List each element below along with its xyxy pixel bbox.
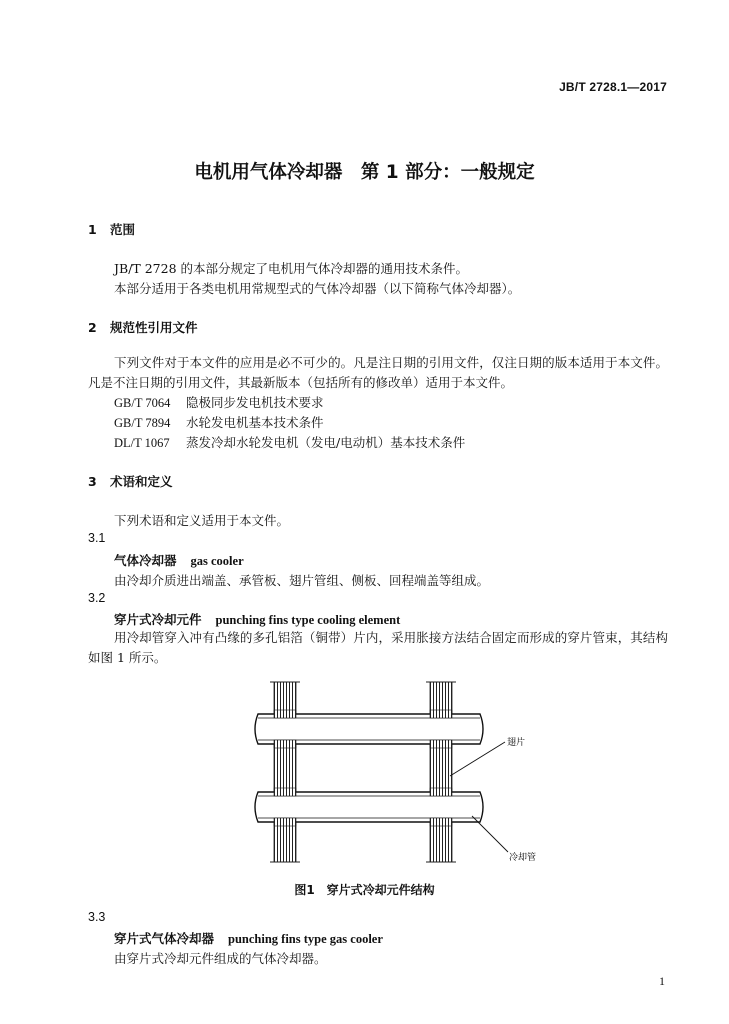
term-definition: 用冷却管穿入冲有凸缘的多孔铝箔（铜带）片内，采用胀接方法结合固定而形成的穿片管束，其结构如图 1 所示。 bbox=[88, 630, 668, 665]
reference-code: DL/T 1067 bbox=[114, 436, 170, 450]
terms-intro-paragraph: 下列术语和定义适用于本文件。 bbox=[114, 513, 290, 528]
section-title: 规范性引用文件 bbox=[110, 320, 198, 335]
term-chinese: 气体冷却器 bbox=[114, 553, 177, 568]
tube-leader-line bbox=[472, 816, 508, 852]
term-chinese: 穿片式冷却元件 bbox=[114, 612, 202, 627]
reference-code: GB/T 7894 bbox=[114, 416, 171, 430]
term-entry bbox=[114, 610, 400, 628]
figure-caption: 图1 穿片式冷却元件结构 bbox=[294, 883, 435, 897]
section-3-heading bbox=[88, 472, 173, 490]
fin-label: 翅片 bbox=[507, 738, 526, 748]
scope-paragraph-2: 本部分适用于各类电机用常规型式的气体冷却器（以下简称气体冷却器）。 bbox=[114, 281, 521, 296]
term-english: punching fins type cooling element bbox=[215, 613, 401, 627]
reference-title: 隐极同步发电机技术要求 bbox=[186, 395, 324, 410]
term-english: gas cooler bbox=[190, 554, 244, 568]
section-number: 3 bbox=[88, 474, 97, 489]
section-title: 范围 bbox=[110, 222, 136, 237]
page-number: 1 bbox=[659, 974, 665, 988]
document-title: 电机用气体冷却器 第 1 部分：一般规定 bbox=[194, 162, 535, 183]
term-chinese: 穿片式气体冷却器 bbox=[114, 931, 215, 946]
reference-title: 水轮发电机基本技术条件 bbox=[186, 415, 324, 430]
standard-number: JB/T 2728.1—2017 bbox=[559, 80, 667, 94]
term-definition: 由穿片式冷却元件组成的气体冷却器。 bbox=[114, 951, 327, 966]
cooling-tube-lower bbox=[255, 788, 483, 826]
reference-item bbox=[114, 393, 324, 411]
reference-item bbox=[114, 413, 324, 431]
fin-stack bbox=[270, 682, 456, 862]
references-intro-paragraph: 下列文件对于本文件的应用是必不可少的。凡是注日期的引用文件，仅注日期的版本适用于本文件。凡是不注日期的引用文件，其最新版本（包括所有的修改单）适用于本文件。 bbox=[88, 355, 668, 390]
reference-code: GB/T 7064 bbox=[114, 396, 171, 410]
cooling-element-diagram bbox=[240, 678, 550, 866]
fin-leader-line bbox=[450, 742, 505, 776]
term-entry bbox=[114, 929, 383, 947]
term-entry bbox=[114, 551, 244, 569]
section-2-heading bbox=[88, 318, 198, 336]
clause-number: 3.2 bbox=[88, 591, 106, 605]
tube-label: 冷却管 bbox=[509, 853, 537, 863]
reference-title: 蒸发冷却水轮发电机（发电/电动机）基本技术条件 bbox=[186, 435, 466, 450]
term-definition: 由冷却介质进出端盖、承管板、翅片管组、侧板、回程端盖等组成。 bbox=[114, 573, 490, 588]
term-english: punching fins type gas cooler bbox=[228, 932, 383, 946]
cooling-tube-upper bbox=[255, 710, 483, 748]
section-title: 术语和定义 bbox=[110, 474, 173, 489]
section-number: 1 bbox=[88, 222, 97, 237]
scope-paragraph-1: JB/T 2728 的本部分规定了电机用气体冷却器的通用技术条件。 bbox=[114, 261, 469, 276]
clause-number: 3.3 bbox=[88, 910, 106, 924]
clause-number: 3.1 bbox=[88, 531, 106, 545]
section-number: 2 bbox=[88, 320, 97, 335]
section-1-heading bbox=[88, 220, 135, 238]
reference-item bbox=[114, 433, 465, 451]
